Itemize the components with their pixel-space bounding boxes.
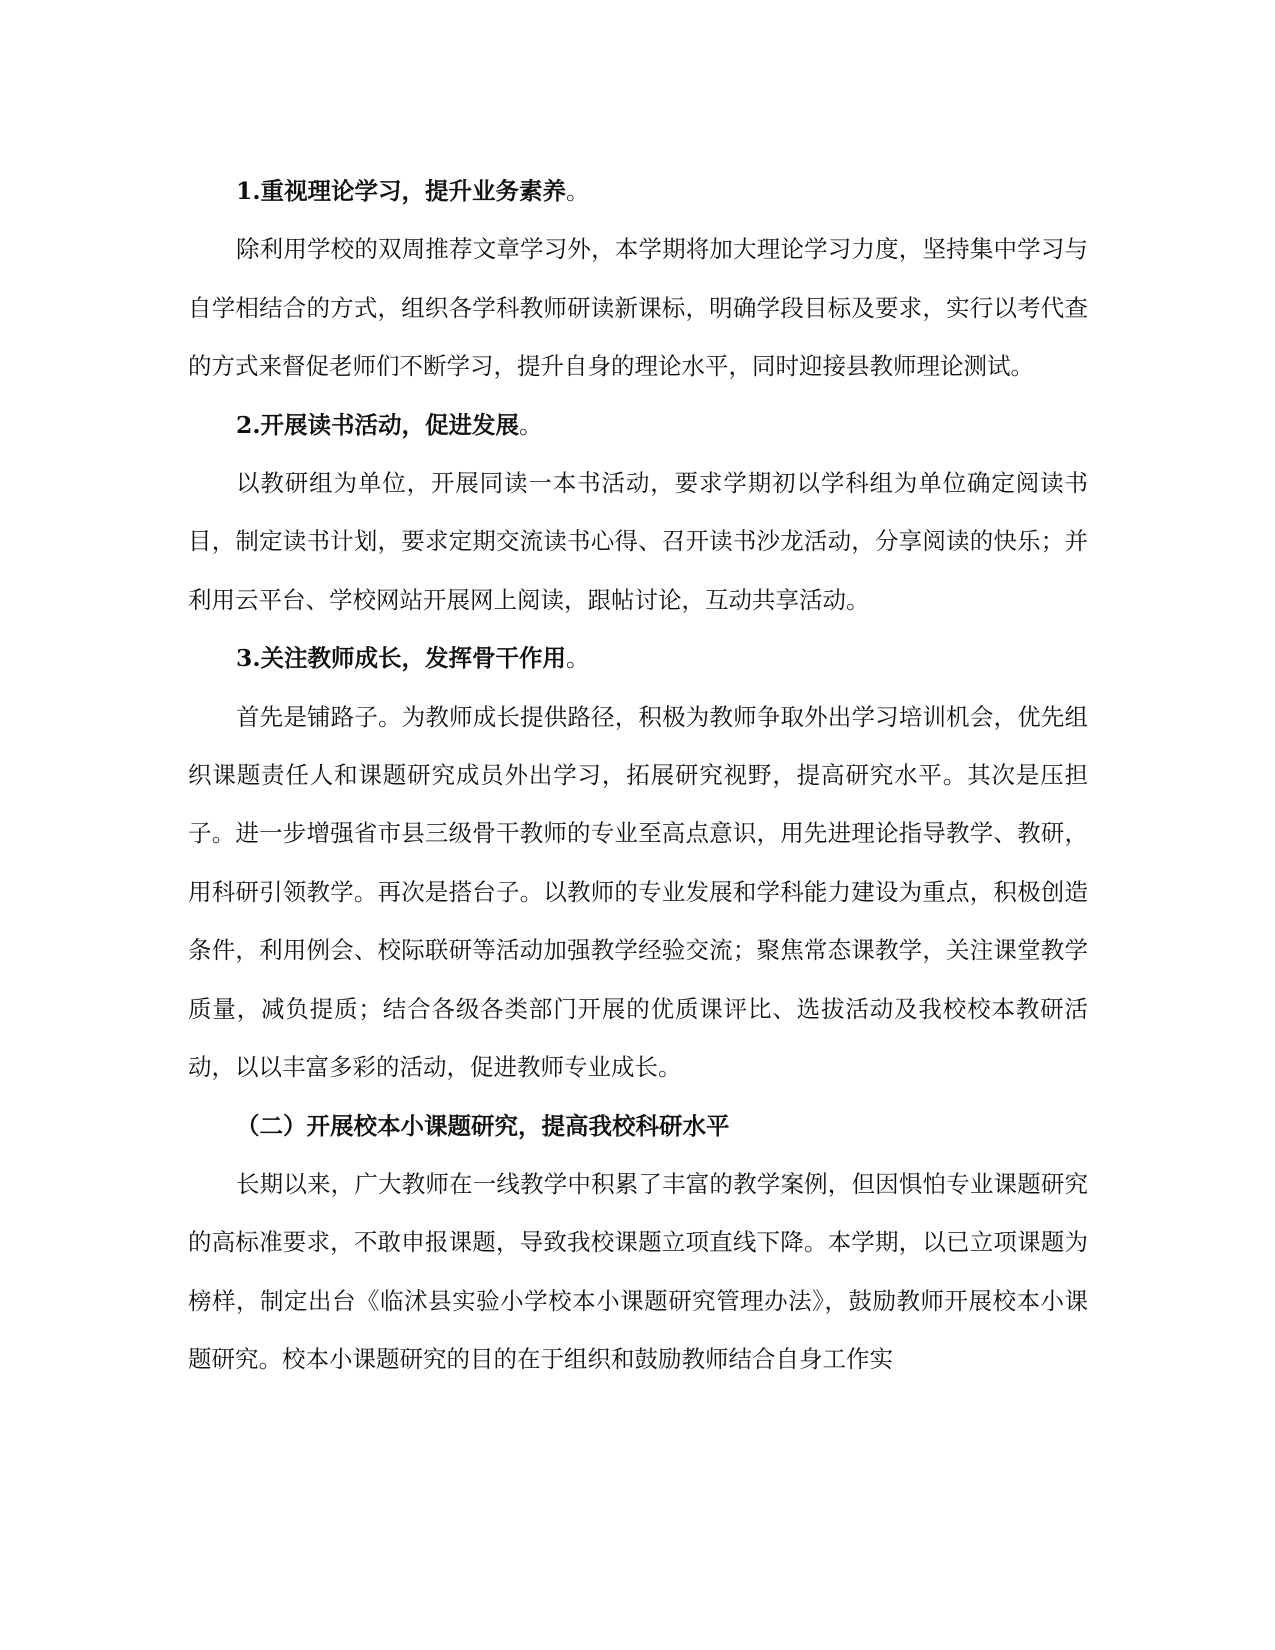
heading-1 (188, 162, 1088, 220)
section-heading-2: （二）开展校本小课题研究，提高我校科研水平 (236, 1111, 730, 1140)
heading-2 (188, 396, 1088, 454)
paragraph-4: 长期以来，广大教师在一线教学中积累了丰富的教学案例，但因惧怕专业课题研究的高标准要求，不敢申报课题，导致我校课题立项直线下降。本学期，以已立项课题为榜样，制定出台《临沭县实验小学校本小课题研究管理办法》，鼓励教师开展校本小课题研究。校本小课题研究的目的在于组织和鼓励教师结合自身工作实 (188, 1169, 1088, 1374)
paragraph-2: 以教研组为单位，开展同读一本书活动，要求学期初以学科组为单位确定阅读书目，制定读书计划，要求定期交流读书心得、召开读书沙龙活动，分享阅读的快乐；并利用云平台、学校网站开展网上阅读，跟帖讨论，互动共享活动。 (188, 469, 1088, 614)
heading-1-text: 1.重视理论学习，提升业务素养 (236, 177, 567, 205)
paragraph-3: 首先是铺路子。为教师成长提供路径，积极为教师争取外出学习培训机会，优先组织课题责任人和课题研究成员外出学习，拓展研究视野，提高研究水平。其次是压担子。进一步增强省市县三级骨干教师的专业至高点意识，用先进理论指导教学、教研，用科研引领教学。再次是搭台子。以教师的专业发展和学科能力建设为重点，积极创造条件，利用例会、校际联研等活动加强教学经验交流；聚焦常态课教学，关注课堂教学质量，减负提质；结合各级各类部门开展的优质课评比、选拔活动及我校校本教研活动，以以丰富多彩的活动，促进教师专业成长。 (188, 702, 1088, 1082)
heading-3 (188, 629, 1088, 687)
heading-3-tail: 。 (566, 644, 590, 673)
heading-2-text: 2.开展读书活动，促进发展 (236, 410, 520, 439)
heading-1-tail: 。 (566, 177, 590, 205)
paragraph-1: 除利用学校的双周推荐文章学习外，本学期将加大理论学习力度，坚持集中学习与自学相结合的方式，组织各学科教师研读新课标，明确学段目标及要求，实行以考代查的方式来督促老师们不断学习，提升自身的理论水平，同时迎接县教师理论测试。 (188, 235, 1088, 381)
heading-3-text: 3.关注教师成长，发挥骨干作用 (236, 644, 567, 673)
document-body (188, 162, 1088, 1389)
heading-2-tail: 。 (519, 410, 543, 439)
